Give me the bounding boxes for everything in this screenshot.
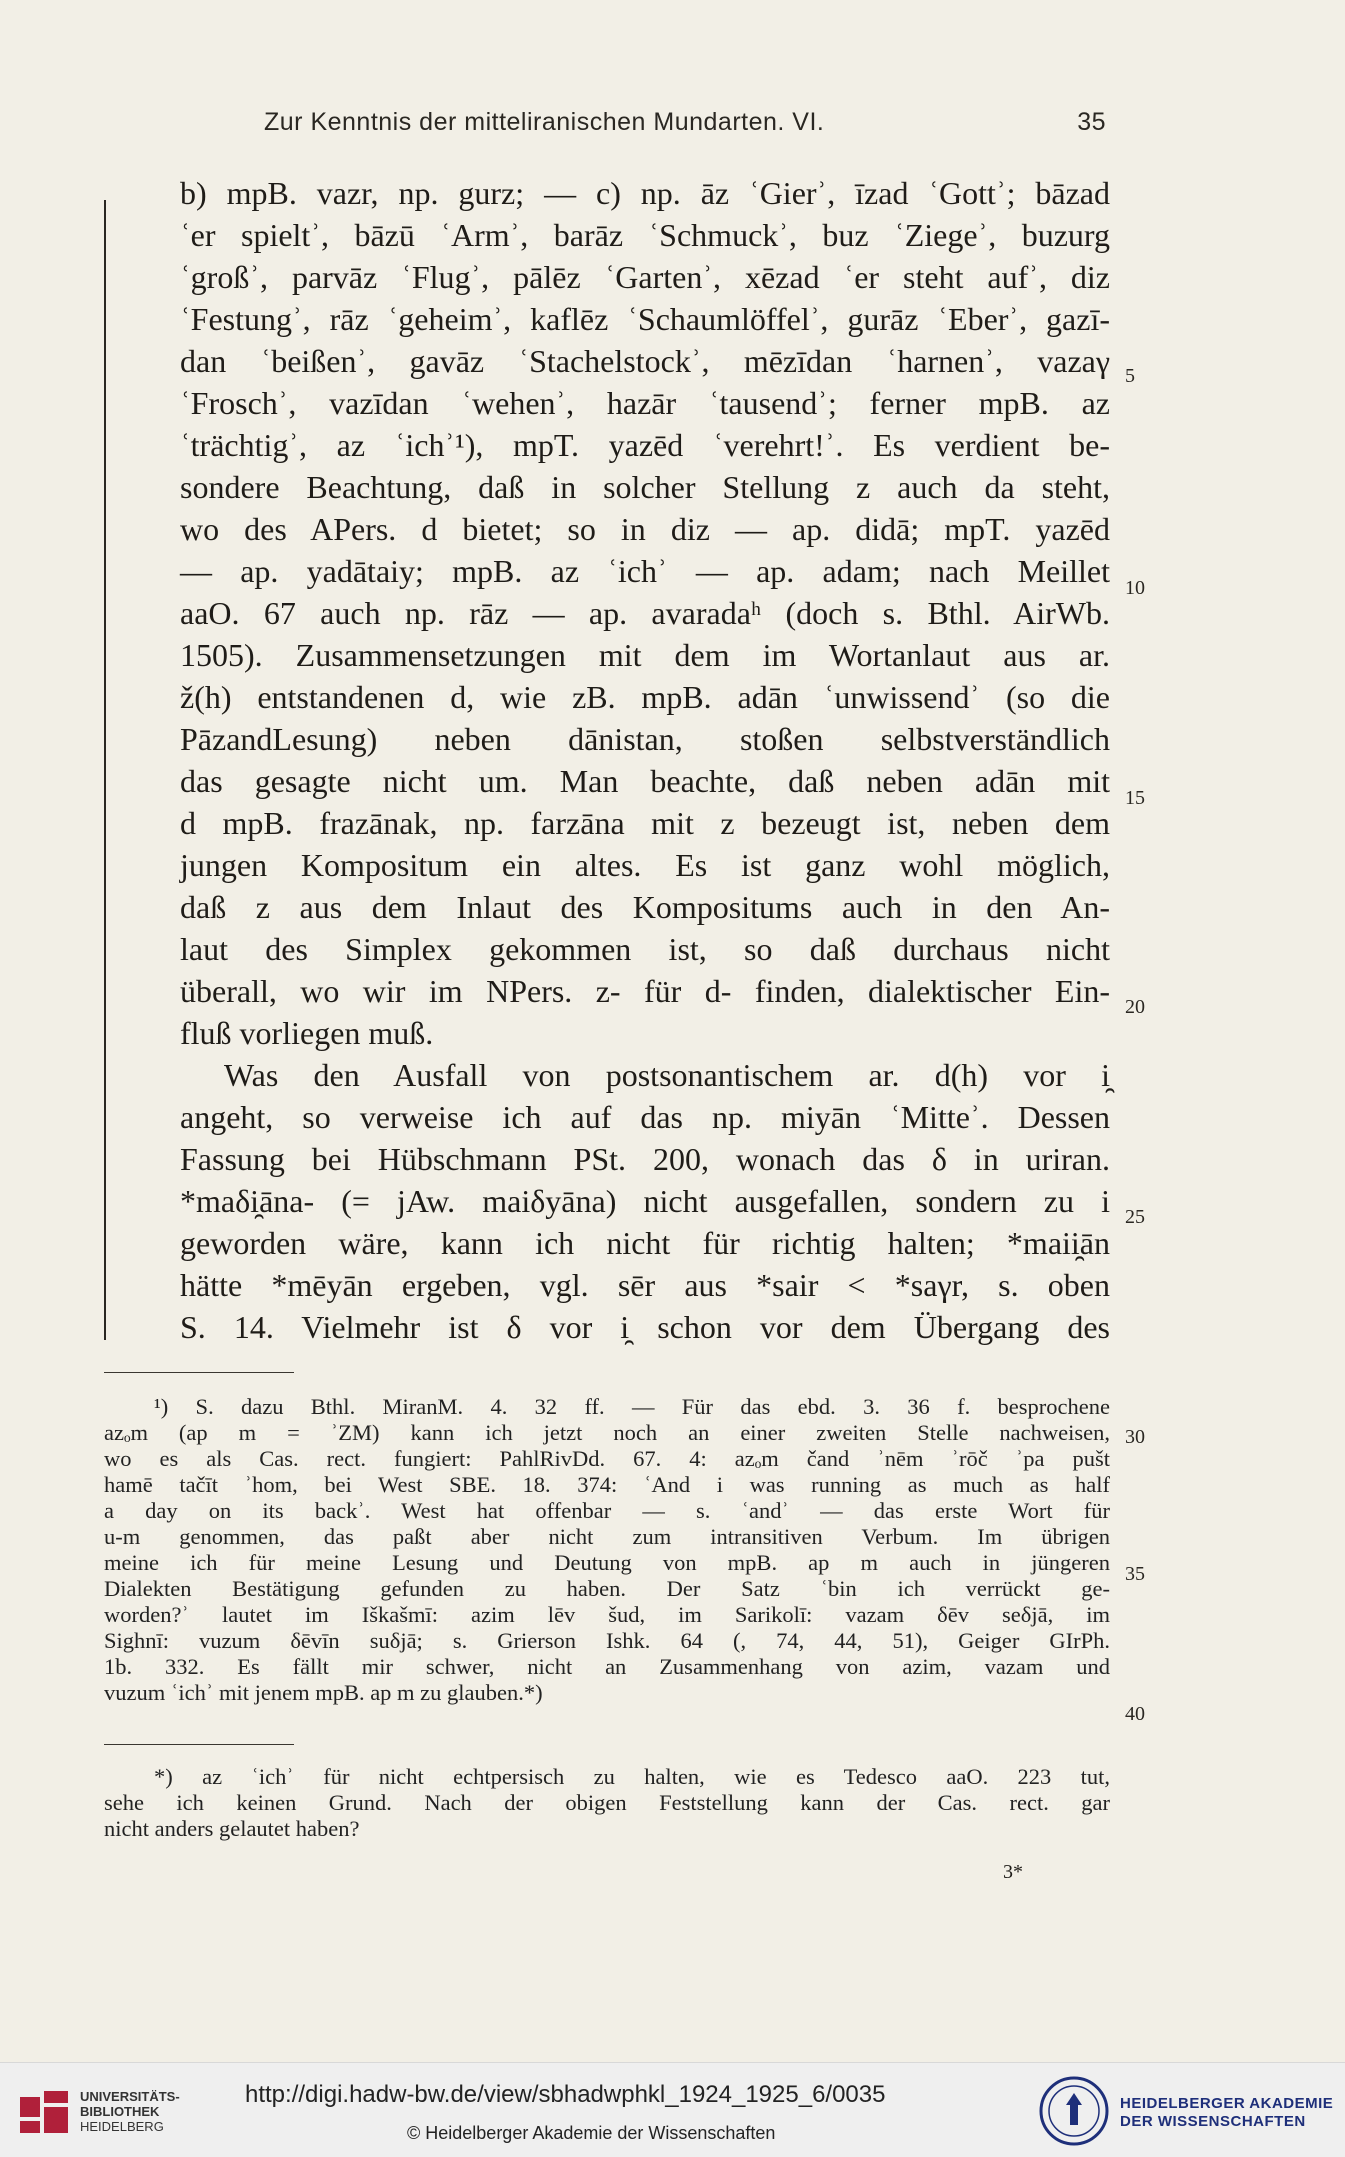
body-line: ž(h) entstandenen d, wie zB. mpB. adān ʿunwissendʾ (so die — [180, 679, 1110, 715]
library-name-line2: BIBLIOTHEK — [80, 2104, 160, 2119]
body-line: S. 14. Vielmehr ist δ vor i̯ schon vor dem Übergang des — [180, 1309, 1110, 1345]
body-line: ʿFestungʾ, rāz ʿgeheimʾ, kaflēz ʿSchaumlöffelʾ, gurāz ʿEberʾ, gazī- — [180, 301, 1110, 337]
footnote-line: worden?ʾ lautet im Iškašmī: azim lēv šud, im Sarikolī: vazam δēv seδjā, im — [104, 1602, 1110, 1627]
academy-name-line2: DER WISSENSCHAFTEN — [1120, 2113, 1306, 2130]
body-line: das gesagte nicht um. Man beachte, daß neben adān mit — [180, 763, 1110, 799]
body-line: Fassung bei Hübschmann PSt. 200, wonach das δ in uriran. — [180, 1141, 1110, 1177]
academy-seal-icon — [1038, 2075, 1110, 2147]
body-line: PāzandLesung) neben dānistan, stoßen selbstverständlich — [180, 721, 1110, 757]
footnote-line: ¹) S. dazu Bthl. MiranM. 4. 32 ff. — Für das ebd. 3. 36 f. besprochene — [154, 1394, 1110, 1419]
library-name-line3: HEIDELBERG — [80, 2119, 164, 2134]
footnote-line: nicht anders gelautet haben? — [104, 1816, 360, 1841]
running-title: Zur Kenntnis der mitteliranischen Mundarten. VI. — [264, 108, 825, 136]
footnote-line: Sighnī: vuzum δēvīn suδjā; s. Grierson Ishk. 64 (, 74, 44, 51), Geiger GIrPh. — [104, 1628, 1110, 1653]
footnote-line: hamē tačīt ʾhom, bei West SBE. 18. 374: ʿAnd i was running as much as half — [104, 1472, 1110, 1497]
body-line: sondere Beachtung, daß in solcher Stellung z auch da steht, — [180, 469, 1110, 505]
footnote-line: meine ich für meine Lesung und Deutung von mpB. ap m auch in jüngeren — [104, 1550, 1110, 1575]
body-line: ʿgroßʾ, parvāz ʿFlugʾ, pālēz ʿGartenʾ, xēzad ʿer steht aufʾ, diz — [180, 259, 1110, 295]
line-number: 20 — [1125, 996, 1145, 1018]
body-line: wo des APers. d bietet; so in diz — ap. didā; mpT. yazēd — [180, 511, 1110, 547]
body-line: 1505). Zusammensetzungen mit dem im Wortanlaut aus ar. — [180, 637, 1110, 673]
footnote-line: u-m genommen, das paßt aber nicht zum intransitiven Verbum. Im übrigen — [104, 1524, 1110, 1549]
body-line: laut des Simplex gekommen ist, so daß durchaus nicht — [180, 931, 1110, 967]
line-number: 40 — [1125, 1703, 1145, 1725]
footnote-line: 1b. 332. Es fällt mir schwer, nicht an Zusammenhang von azim, vazam und — [104, 1654, 1110, 1679]
margin-bar-upper — [104, 200, 106, 1040]
line-number: 10 — [1125, 577, 1145, 599]
body-line: fluß vorliegen muß. — [180, 1015, 434, 1051]
university-library-logo-icon — [14, 2083, 74, 2143]
body-line: überall, wo wir im NPers. z- für d- finden, dialektischer Ein- — [180, 973, 1110, 1009]
body-line: ʿFroschʾ, vazīdan ʿwehenʾ, hazār ʿtausendʾ; ferner mpB. az — [180, 385, 1110, 421]
body-line: geworden wäre, kann ich nicht für richtig halten; *maii̯ān — [180, 1225, 1110, 1261]
footnote-line: vuzum ʿichʾ mit jenem mpB. ap m zu glauben.*) — [104, 1680, 543, 1705]
body-line: d mpB. frazānak, np. farzāna mit z bezeugt ist, neben dem — [180, 805, 1110, 841]
line-number: 35 — [1125, 1563, 1145, 1585]
footnote-line: sehe ich keinen Grund. Nach der obigen Feststellung kann der Cas. rect. gar — [104, 1790, 1110, 1815]
body-line: ʿträchtigʾ, az ʿichʾ¹), mpT. yazēd ʿverehrt!ʾ. Es verdient be- — [180, 427, 1110, 463]
viewer-footer — [0, 2062, 1345, 2157]
library-name — [80, 2089, 180, 2134]
body-line: hätte *mēyān ergeben, vgl. sēr aus *sair < *saγr, s. oben — [180, 1267, 1110, 1303]
body-line: — ap. yadātaiy; mpB. az ʿichʾ — ap. adam; nach Meillet — [180, 553, 1110, 589]
body-line: jungen Kompositum ein altes. Es ist ganz wohl möglich, — [180, 847, 1110, 883]
signature-mark: 3* — [1003, 1861, 1023, 1883]
line-number: 25 — [1125, 1206, 1145, 1228]
footnote-rule-2 — [104, 1744, 294, 1745]
copyright-notice: © Heidelberger Akademie der Wissenschaften — [407, 2123, 776, 2143]
body-line: ʿer spieltʾ, bāzū ʿArmʾ, barāz ʿSchmuckʾ, buz ʿZiegeʾ, buzurg — [180, 217, 1110, 253]
permalink-url[interactable]: http://digi.hadw-bw.de/view/sbhadwphkl_1924_1925_6/0035 — [245, 2081, 886, 2108]
footnote-line: Dialekten Bestätigung gefunden zu haben. Der Satz ʿbin ich verrückt ge- — [104, 1576, 1110, 1601]
library-name-line1: UNIVERSITÄTS- — [80, 2089, 180, 2104]
margin-bar-lower — [104, 1040, 106, 1340]
footnote-line: *) az ʿichʾ für nicht echtpersisch zu halten, wie es Tedesco aaO. 223 tut, — [154, 1764, 1110, 1789]
body-line: *maδi̯āna- (= jAw. maiδyāna) nicht ausgefallen, sondern zu i — [180, 1183, 1110, 1219]
footnote-line: a day on its backʾ. West hat offenbar — s. ʿandʾ — das erste Wort für — [104, 1498, 1110, 1523]
line-number: 30 — [1125, 1426, 1145, 1448]
footnote-line: wo es als Cas. rect. fungiert: PahlRivDd. 67. 4: azₒm čand ʾnēm ʾrōč ʾpa pušt — [104, 1446, 1110, 1471]
page-number: 35 — [1077, 108, 1106, 136]
body-line: b) mpB. vazr, np. gurz; — c) np. āz ʿGierʾ, īzad ʿGottʾ; bāzad — [180, 175, 1110, 211]
body-line: daß z aus dem Inlaut des Kompositums auch in den An- — [180, 889, 1110, 925]
body-line: dan ʿbeißenʾ, gavāz ʿStachelstockʾ, mēzīdan ʿharnenʾ, vazaγ — [180, 343, 1110, 379]
footnote-rule — [104, 1372, 294, 1373]
line-number: 5 — [1125, 365, 1135, 387]
academy-name — [1120, 2095, 1333, 2131]
line-number: 15 — [1125, 787, 1145, 809]
academy-name-line1: HEIDELBERGER AKADEMIE — [1120, 2095, 1334, 2112]
body-line: Was den Ausfall von postsonantischem ar. d(h) vor i̯ — [224, 1057, 1110, 1093]
body-line: angeht, so verweise ich auf das np. miyān ʿMitteʾ. Dessen — [180, 1099, 1110, 1135]
footnote-line: azₒm (ap m = ʾZM) kann ich jetzt noch an einer zweiten Stelle nachweisen, — [104, 1420, 1110, 1445]
body-line: aaO. 67 auch np. rāz — ap. avaradaʰ (doch s. Bthl. AirWb. — [180, 595, 1110, 631]
